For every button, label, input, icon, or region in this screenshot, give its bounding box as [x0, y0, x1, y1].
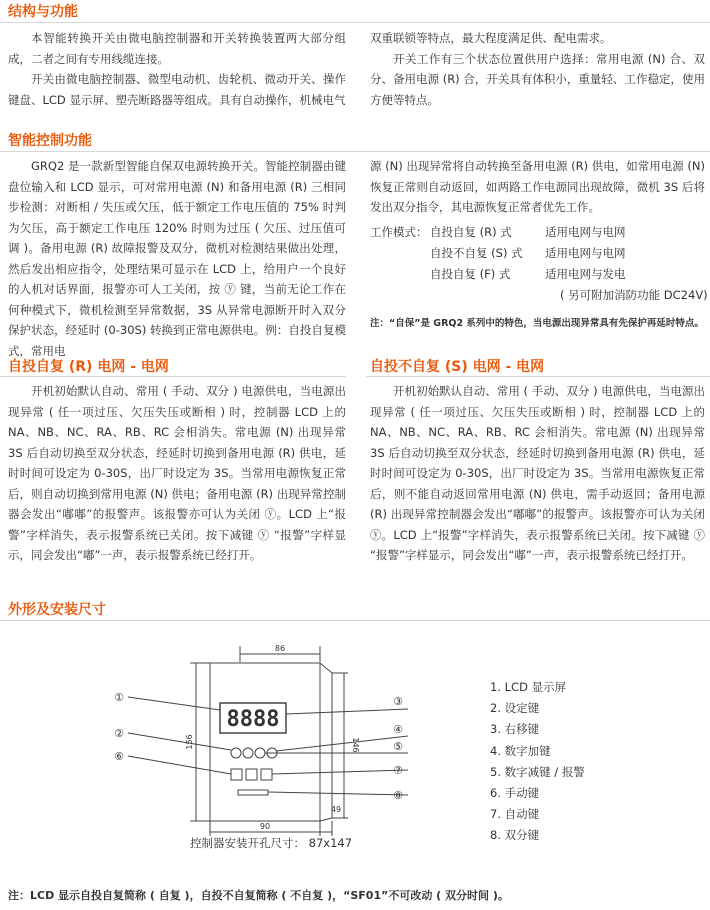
work-mode-name: 自投自复 (F) 式 — [430, 267, 511, 281]
structure-right-column — [370, 28, 705, 110]
auto-noreset-column — [370, 381, 705, 566]
mounting-hole-caption: 控制器安装开孔尺寸： 87x147 — [190, 836, 353, 850]
controller-dimension-diagram — [110, 640, 410, 840]
structure-left-column — [8, 28, 346, 110]
section-divider — [0, 376, 346, 377]
dimension-top-label: 86 — [274, 644, 286, 653]
legend-item: 8. 双分键 — [490, 828, 540, 843]
work-mode-row — [370, 285, 708, 306]
auto-reset-paragraph: 开机初始默认自动、常用 ( 手动、双分 ) 电源供电，当电源出现异常 ( 任一项过压、欠压失压或断相 ) 时，控制器 LCD 上的 NA、NB、NC、RA、RB、RC 会相消失。常电源 (N) 出现异常 3S 后自动切换至双分状态，经延时切换到备用电源 (R) 供电，延时时间可设定为 0-30S，出厂时设定为 3S。当常用电源恢复正常后，则自动切换到常用电源 (N) 供电；备用电源 (R) 出现异常控制器会发出“嘟嘟”的报警声。该报警亦可认为关闭 ⓨ。LCD 上“报警”字样消失，表示报警系统已关闭。按下减键 ⓨ “报警”字样显示，同会发出“嘟”一声，表示报警系统已经打开。 — [8, 384, 346, 562]
section-title-dimensions: 外形及安装尺寸 — [8, 602, 106, 618]
work-mode-row — [370, 222, 700, 243]
section-title-smart: 智能控制功能 — [8, 133, 92, 149]
structure-paragraph-4: 开关工作有三个状态位置供用户选择：常用电源 (N) 合、双分、备用电源 (R) 合，开关具有体积小，重量轻、工作稳定，使用方便等特点。 — [370, 51, 705, 107]
legend-item: 1. LCD 显示屏 — [490, 680, 567, 694]
legend-item: 5. 数字减键 / 报警 — [490, 764, 585, 779]
callout-4: ④ — [393, 723, 403, 736]
footnote: 注：LCD 显示自投自复简称 ( 自复 )，自投不自复简称 ( 不自复 )，“SF01”不可改动 ( 双分时间 )。 — [8, 889, 509, 902]
work-mode-use: 适用电网与发电 — [545, 267, 626, 281]
structure-paragraph-2: 开关由微电脑控制器、微型电动机、齿轮机、微动开关、操作键盘、LCD 显示屏、塑壳断路器等组成。具有自动操作，机械电气 — [8, 72, 346, 107]
smart-left-column — [8, 156, 346, 361]
lcd-digits: 8888 — [226, 707, 280, 732]
callout-2: ② — [114, 727, 124, 740]
structure-paragraph-1: 本智能转换开关由微电脑控制器和开关转换装置两大部分组成，二者之间有专用线缆连接。 — [8, 31, 346, 66]
dimension-right-label: 146 — [351, 737, 360, 753]
smart-right-column — [370, 156, 705, 218]
section-divider — [0, 22, 710, 23]
callout-8: ⑧ — [393, 789, 403, 802]
section-title-auto-reset: 自投自复 (R) 电网 - 电网 — [8, 359, 169, 375]
callout-6: ⑥ — [114, 750, 124, 763]
work-modes-label: 工作模式： — [370, 225, 428, 239]
callout-5: ⑤ — [393, 740, 403, 753]
smart-paragraph-cont: 源 (N) 出现异常将自动转换至备用电源 (R) 供电，如常用电源 (N) 恢复正常则自动返回，如两路工作电源同出现故障，微机 3S 后将发出双分指令，其电源恢复正常者优先工作。 — [370, 159, 705, 214]
component-legend — [490, 677, 585, 847]
section-title-auto-noreset: 自投不自复 (S) 电网 - 电网 — [370, 359, 545, 375]
legend-item: 3. 右移键 — [490, 722, 540, 737]
work-mode-name: 自投自复 (R) 式 — [430, 225, 512, 239]
dimension-left-label: 156 — [185, 734, 194, 750]
work-mode-extra: ( 另可附加消防功能 DC24V) — [560, 288, 708, 302]
smart-note: 注：“自保”是 GRQ2 系列中的特色，当电源出现异常具有先保护再延时特点。 — [370, 318, 704, 329]
smart-paragraph: GRQ2 是一款新型智能自保双电源转换开关。智能控制器由键盘位输入和 LCD 显示，可对常用电源 (N) 和备用电源 (R) 三相同步检测：对断相 / 失压或欠压，低于额定工作电压值的 75% 时判为欠压，高于额定工作电压 120% 时则为过压 ( 欠压、过压值可调 )。备用电源 (R) 故障报警及双分，微机对检测结果做出处理，然后发出相应指令，处理结果可显示在 LCD 上，给用户一个良好的人机对话界面，报警亦可人工关闭，按 ⓨ 键，当前无论工作在何种模式下，微机检测至异常数据，3S 从异常电源断开时入双分保护状态，经延时 (0-30S) 转换到正常电源供电。例：自投自复模式，常用电 — [8, 159, 346, 358]
work-mode-row — [370, 243, 700, 264]
callout-3: ③ — [393, 695, 403, 708]
section-title-structure: 结构与功能 — [8, 4, 78, 20]
section-divider — [0, 620, 710, 621]
section-divider — [366, 376, 710, 377]
dimension-bottom-label: 90 — [259, 822, 271, 831]
auto-reset-column — [8, 381, 346, 566]
work-mode-use: 适用电网与电网 — [545, 246, 626, 260]
legend-item: 4. 数字加键 — [490, 743, 551, 758]
legend-item: 6. 手动键 — [490, 785, 540, 800]
structure-paragraph-3: 双重联锁等特点，最大程度满足供、配电需求。 — [370, 31, 612, 45]
callout-7: ⑦ — [393, 764, 403, 777]
work-mode-name: 自投不自复 (S) 式 — [430, 246, 523, 260]
dimension-depth-label: 49 — [330, 805, 342, 814]
legend-item: 7. 自动键 — [490, 807, 540, 822]
auto-noreset-paragraph: 开机初始默认自动、常用 ( 手动、双分 ) 电源供电，当电源出现异常 ( 任一项过压、欠压失压或断相 ) 时，控制器 LCD 上的 NA、NB、NC、RA、RB、RC 会相消失。常电源 (N) 出现异常 3S 后自动切换至双分状态，经延时切换到备用电源 (R) 供电，延时时间可设定为 0-30S，出厂时设定为 3S。当常用电源恢复正常后，则不能自动返回常用电源 (N) 供电，需手动返回；备用电源 (R) 出现异常控制器会发出“嘟嘟”的报警声。该报警亦可认为关闭 ⓨ。LCD 上“报警”字样消失，表示报警系统已关闭。按下减键 ⓨ “报警”字样显示，同会发出“嘟”一声，表示报警系统已经打开。 — [370, 384, 705, 562]
section-divider — [0, 151, 710, 152]
legend-item: 2. 设定键 — [490, 701, 540, 716]
work-modes — [370, 222, 708, 306]
callout-1: ① — [114, 691, 124, 704]
work-mode-use: 适用电网与电网 — [545, 225, 626, 239]
work-mode-row — [370, 264, 700, 285]
